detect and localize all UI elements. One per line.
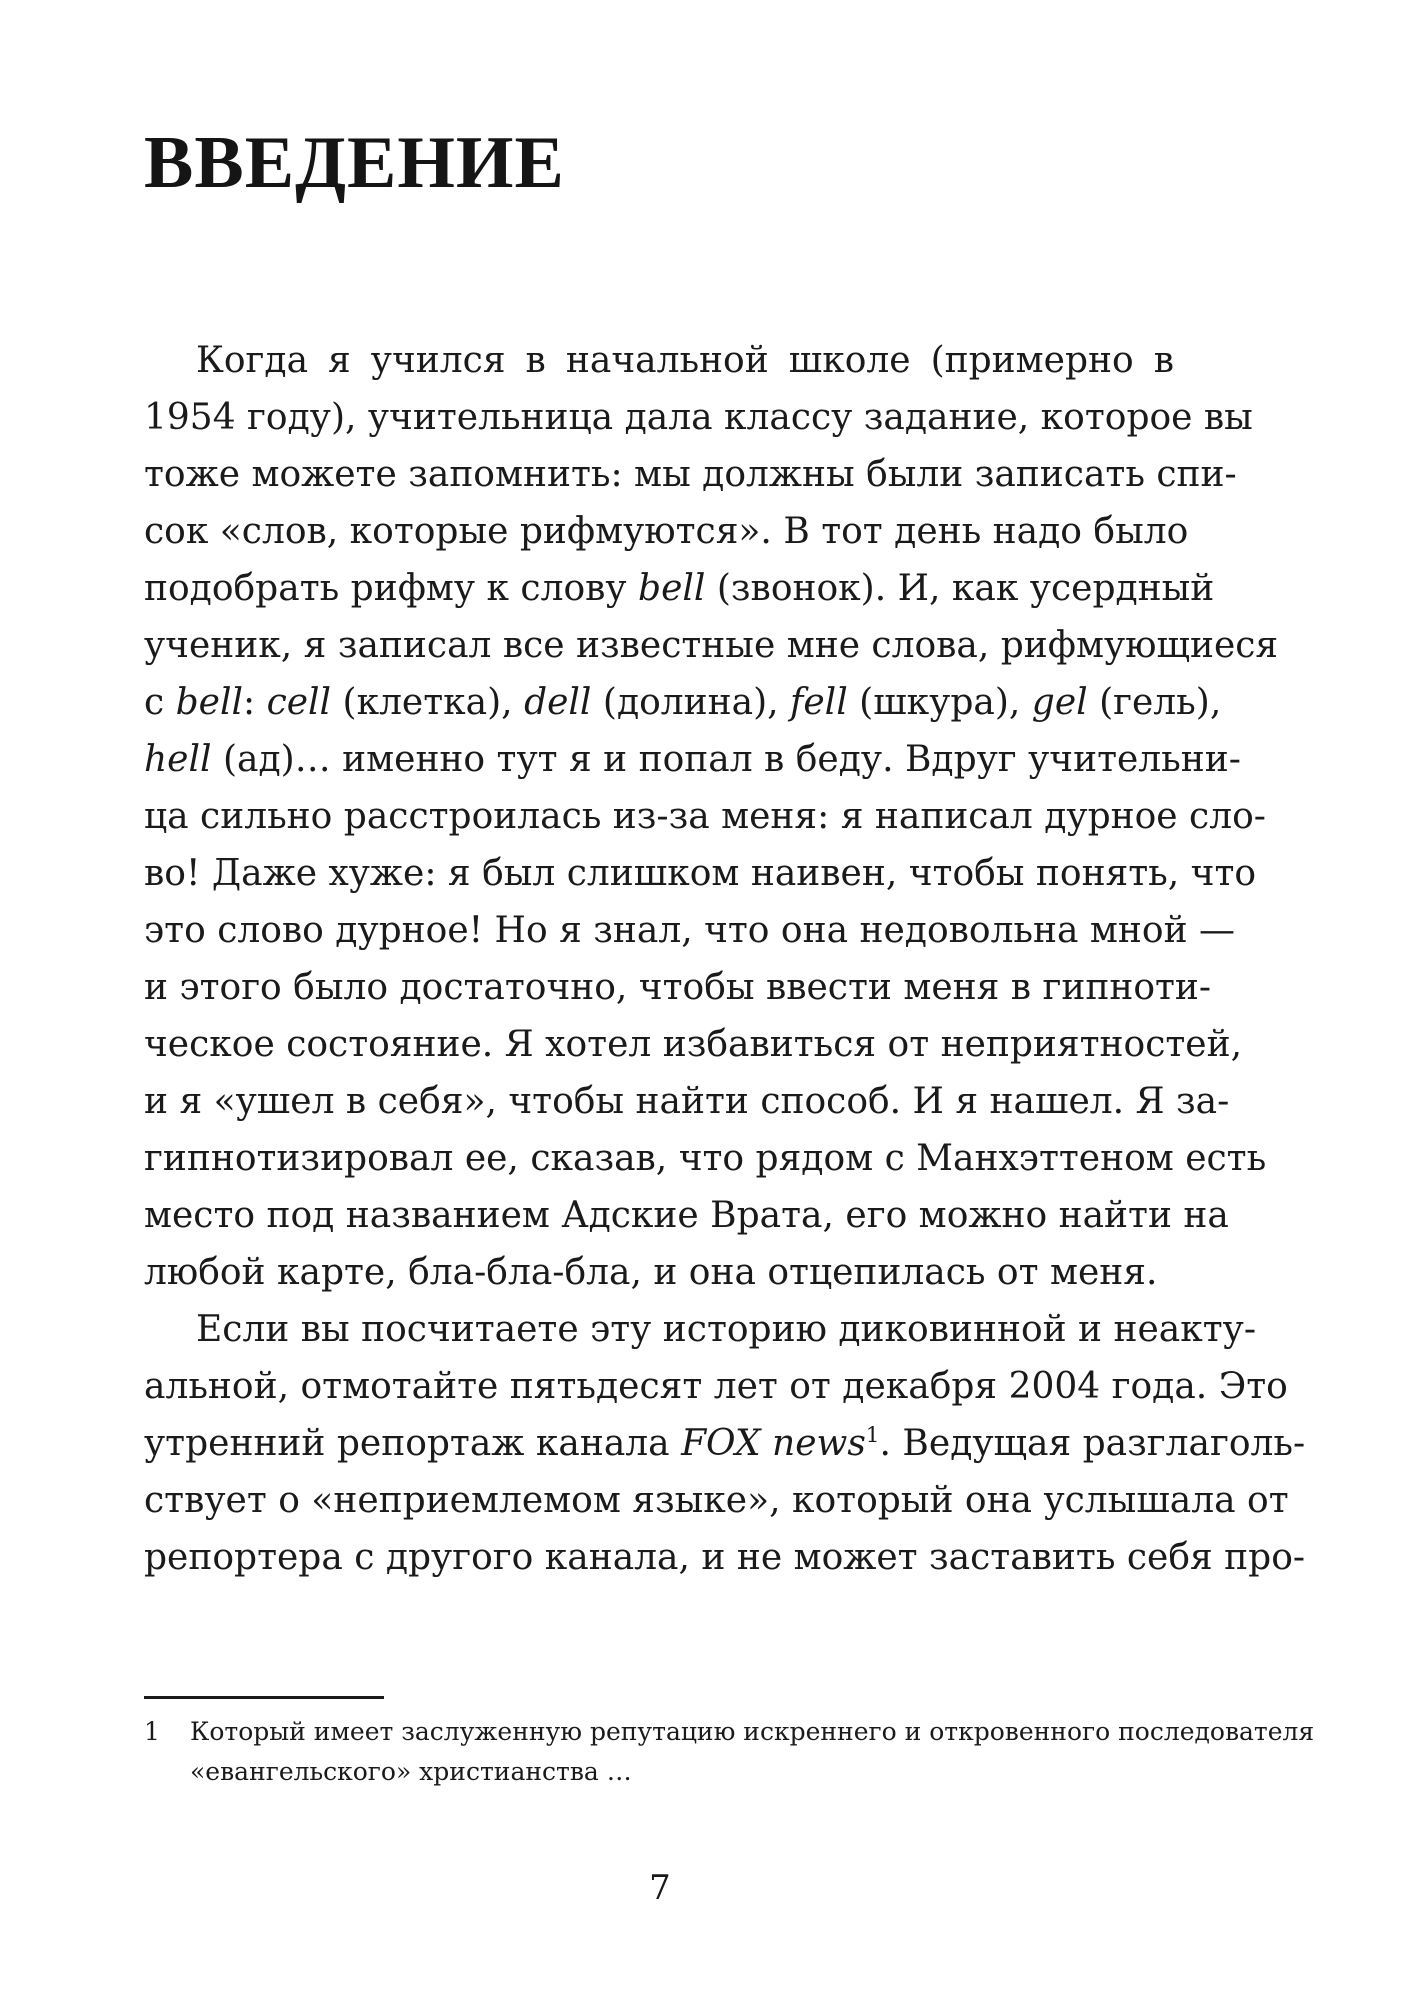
english-word: cell: [266, 682, 332, 723]
footnote-reference[interactable]: 1: [865, 1423, 880, 1448]
text-line: ученик, я записал все известные мне слова, рифмующиеся: [144, 625, 1279, 666]
text-line: ческое состояние. Я хотел избавиться от неприятностей,: [144, 1024, 1243, 1065]
text-line: и этого было достаточно, чтобы ввести меня в гипноти-: [144, 967, 1212, 1008]
text-line: Если вы посчитаете эту историю диковинной и неакту-: [196, 1309, 1257, 1350]
footnote-text-line: Который имеет заслуженную репутацию искреннего и откровенного последователя: [190, 1717, 1315, 1746]
footnote-number: 1: [144, 1717, 160, 1746]
text-line: во! Даже хуже: я был слишком наивен, чтобы понять, что: [144, 853, 1257, 894]
body-text: [144, 332, 1306, 1586]
text-line: и я «ушел в себя», чтобы найти способ. И я нашел. Я за-: [144, 1081, 1230, 1122]
text-line: альной, отмотайте пятьдесят лет от декабря 2004 года. Это: [144, 1366, 1288, 1407]
channel-name: FOX news: [681, 1423, 866, 1464]
english-word: dell: [524, 682, 592, 723]
text-line: Когда я учился в начальной школе (примерно в: [196, 340, 1174, 381]
english-word: bell: [638, 568, 706, 609]
text-line: репортера с другого канала, и не может заставить себя про-: [144, 1537, 1306, 1578]
page-number: 7: [649, 1868, 671, 1908]
text-line: гипнотизировал ее, сказав, что рядом с Манхэттеном есть: [144, 1138, 1267, 1179]
text-line: ствует о «неприемлемом языке», который она услышала от: [144, 1480, 1289, 1521]
text-line: утренний репортаж канала FOX news$^1$. Ведущая разглаголь-: [144, 1423, 1306, 1464]
english-word: bell: [175, 682, 243, 723]
text-line: 1954 году), учительница дала классу задание, которое вы: [144, 397, 1253, 438]
footnote-divider: [144, 1696, 384, 1699]
english-word: gel: [1031, 682, 1088, 723]
text-line: hell (ад)… именно тут я и попал в беду. Вдруг учительни-: [144, 739, 1241, 780]
text-line: это слово дурное! Но я знал, что она недовольна мной —: [144, 910, 1236, 951]
text-line: ца сильно расстроилась из-за меня: я написал дурное сло-: [144, 796, 1266, 837]
english-word: fell: [790, 682, 848, 723]
text-line: тоже можете запомнить: мы должны были записать спи-: [144, 454, 1237, 495]
text-line: сок «слов, которые рифмуются». В тот день надо было: [144, 511, 1189, 552]
footnote: [144, 1712, 1315, 1792]
chapter-title: ВВЕДЕНИЕ: [144, 122, 565, 204]
text-line: с bell: cell (клетка), dell (долина), fell (шкура), gel (гель),: [144, 682, 1222, 723]
text-line: место под названием Адские Врата, его можно найти на: [144, 1195, 1229, 1236]
text-line: подобрать рифму к слову bell (звонок). И, как усердный: [144, 568, 1215, 609]
english-word: hell: [144, 739, 212, 780]
text-line: любой карте, бла-бла-бла, и она отцепилась от меня.: [144, 1252, 1158, 1293]
footnote-text-line: «евангельского» христианства …: [190, 1757, 632, 1786]
